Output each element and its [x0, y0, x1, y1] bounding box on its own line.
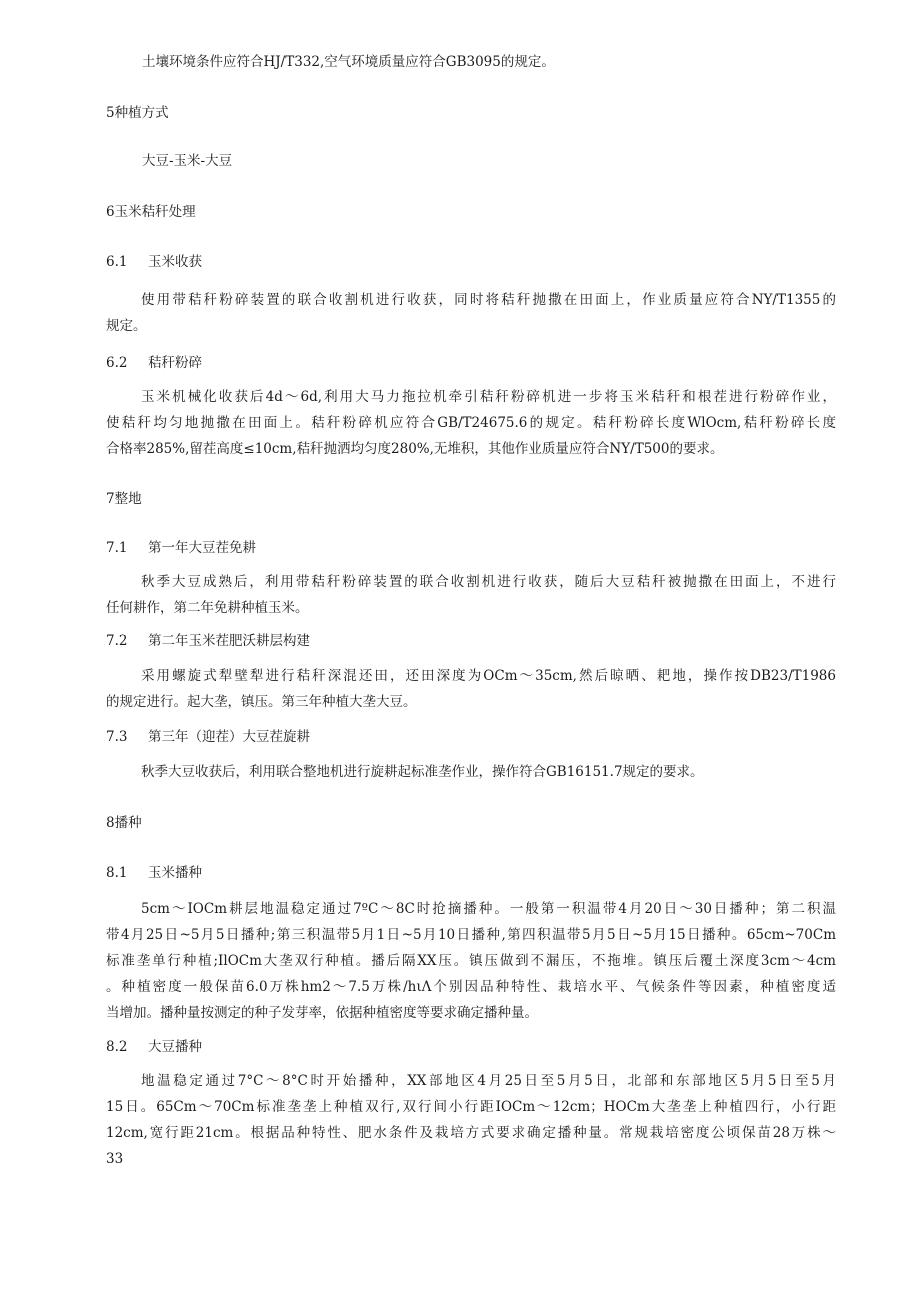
subsection-heading-7-3 [106, 724, 836, 750]
text-line: 的规定进行。起大垄，镇压。第三年种植大垄大豆。 [106, 694, 417, 710]
text-line: 任何耕作，第二年免耕种植玉米。 [106, 600, 309, 616]
subsection-number: 8.2 [106, 1039, 128, 1055]
text-line: 秋季大豆收获后，利用联合整地机进行旋耕起标准垄作业，操作符合GB16151.7规定的要求。 [141, 764, 704, 780]
paragraph-6-2 [106, 384, 836, 462]
text-line: 地温稳定通过7°C～8°C时开始播种，XX部地区4月25日至5月5日，北部和东部地区5月5日至5月 [141, 1073, 836, 1089]
subsection-heading-6-2 [106, 350, 836, 376]
paragraph-8-2 [106, 1068, 836, 1172]
subsection-heading-6-1 [106, 249, 836, 275]
subsection-number: 7.3 [106, 729, 128, 745]
text-line: 12cm,宽行距21cm。根据品种特性、肥水条件及栽培方式要求确定播种量。常规栽培密度公顷保苗28万株～ [106, 1125, 836, 1141]
text-line: 规定。 [106, 318, 147, 334]
subsection-heading-7-1 [106, 535, 836, 561]
subsection-title: 第一年大豆茬免耕 [148, 540, 256, 556]
section-heading-7: 7整地 [106, 491, 142, 507]
section-heading-6: 6玉米秸秆处理 [106, 204, 196, 220]
subsection-heading-7-2 [106, 628, 836, 654]
text-line: 5cm～IOCm耕层地温稳定通过7ºC～8C时抢摘播种。一般第一积温带4月20日～30日播种；第二积温 [141, 901, 836, 917]
paragraph-8-1 [106, 896, 836, 1026]
paragraph-7-1 [106, 569, 836, 621]
paragraph-7-2 [106, 663, 836, 715]
subsection-number: 6.2 [106, 355, 128, 371]
subsection-title: 第三年（迎茬）大豆茬旋耕 [148, 729, 310, 745]
subsection-title: 玉米收获 [148, 254, 202, 270]
text-line: 标准垄单行种植;IlOCm大垄双行种植。播后隔XX压。镇压做到不漏压，不拖堆。镇压后覆土深度3cm～4cm [106, 953, 836, 969]
text-line: 带4月25日~5月5日播种;第三积温带5月1日~5月10日播种,第四积温带5月5日~5月15日播种。65cm~70Cm [106, 927, 836, 943]
paragraph-rotation: 大豆-玉米-大豆 [142, 153, 233, 169]
subsection-title: 秸秆粉碎 [148, 355, 202, 371]
paragraph-soil-conditions: 土壤环境条件应符合HJ/T332,空气环境质量应符合GB3095的规定。 [142, 54, 555, 70]
text-line: 采用螺旋式犁壁犁进行秸秆深混还田，还田深度为OCm～35cm,然后晾晒、耙地，操作按DB23/T1986 [141, 668, 836, 684]
subsection-heading-8-1 [106, 860, 836, 886]
subsection-number: 6.1 [106, 254, 128, 270]
paragraph-6-1 [106, 287, 836, 339]
text-line: 秋季大豆成熟后，利用带秸秆粉碎装置的联合收割机进行收获，随后大豆秸秆被抛撒在田面上，不进行 [141, 574, 836, 590]
section-heading-8: 8播种 [106, 815, 142, 831]
text-line: 使用带秸秆粉碎装置的联合收割机进行收获，同时将秸秆抛撒在田面上，作业质量应符合NY/T1355的 [141, 292, 836, 308]
subsection-number: 8.1 [106, 865, 128, 881]
subsection-number: 7.2 [106, 633, 128, 649]
subsection-title: 玉米播种 [148, 865, 202, 881]
section-heading-5: 5种植方式 [106, 105, 169, 121]
text-line: 33 [106, 1151, 124, 1167]
text-line: 玉米机械化收获后4d～6d,利用大马力拖拉机牵引秸秆粉碎机进一步将玉米秸秆和根茬进行粉碎作业， [141, 389, 836, 405]
text-line: 。种植密度一般保苗6.0万株hm2～7.5万株/hιΛ个别因品种特性、栽培水平、气候条件等因素，种植密度适 [106, 979, 836, 995]
text-line: 当增加。播种量按测定的种子发芽率，依据种植密度等要求确定播种量。 [106, 1005, 538, 1021]
subsection-title: 大豆播种 [148, 1039, 202, 1055]
paragraph-7-3 [106, 759, 836, 785]
subsection-title: 第二年玉米茬肥沃耕层构建 [148, 633, 310, 649]
subsection-number: 7.1 [106, 540, 128, 556]
text-line: 合格率285%,留茬高度≤10cm,秸秆抛洒均匀度280%,无堆积，其他作业质量应符合NY/T500的要求。 [106, 441, 724, 457]
text-line: 使秸秆均匀地抛撒在田面上。秸秆粉碎机应符合GB/T24675.6的规定。秸秆粉碎长度WlOcm,秸秆粉碎长度 [106, 415, 836, 431]
subsection-heading-8-2 [106, 1034, 836, 1060]
text-line: 15日。65Cm～70Cm标准垄垄上种植双行,双行间小行距IOCm～12cm；HOCm大垄垄上种植四行，小行距 [106, 1099, 836, 1115]
